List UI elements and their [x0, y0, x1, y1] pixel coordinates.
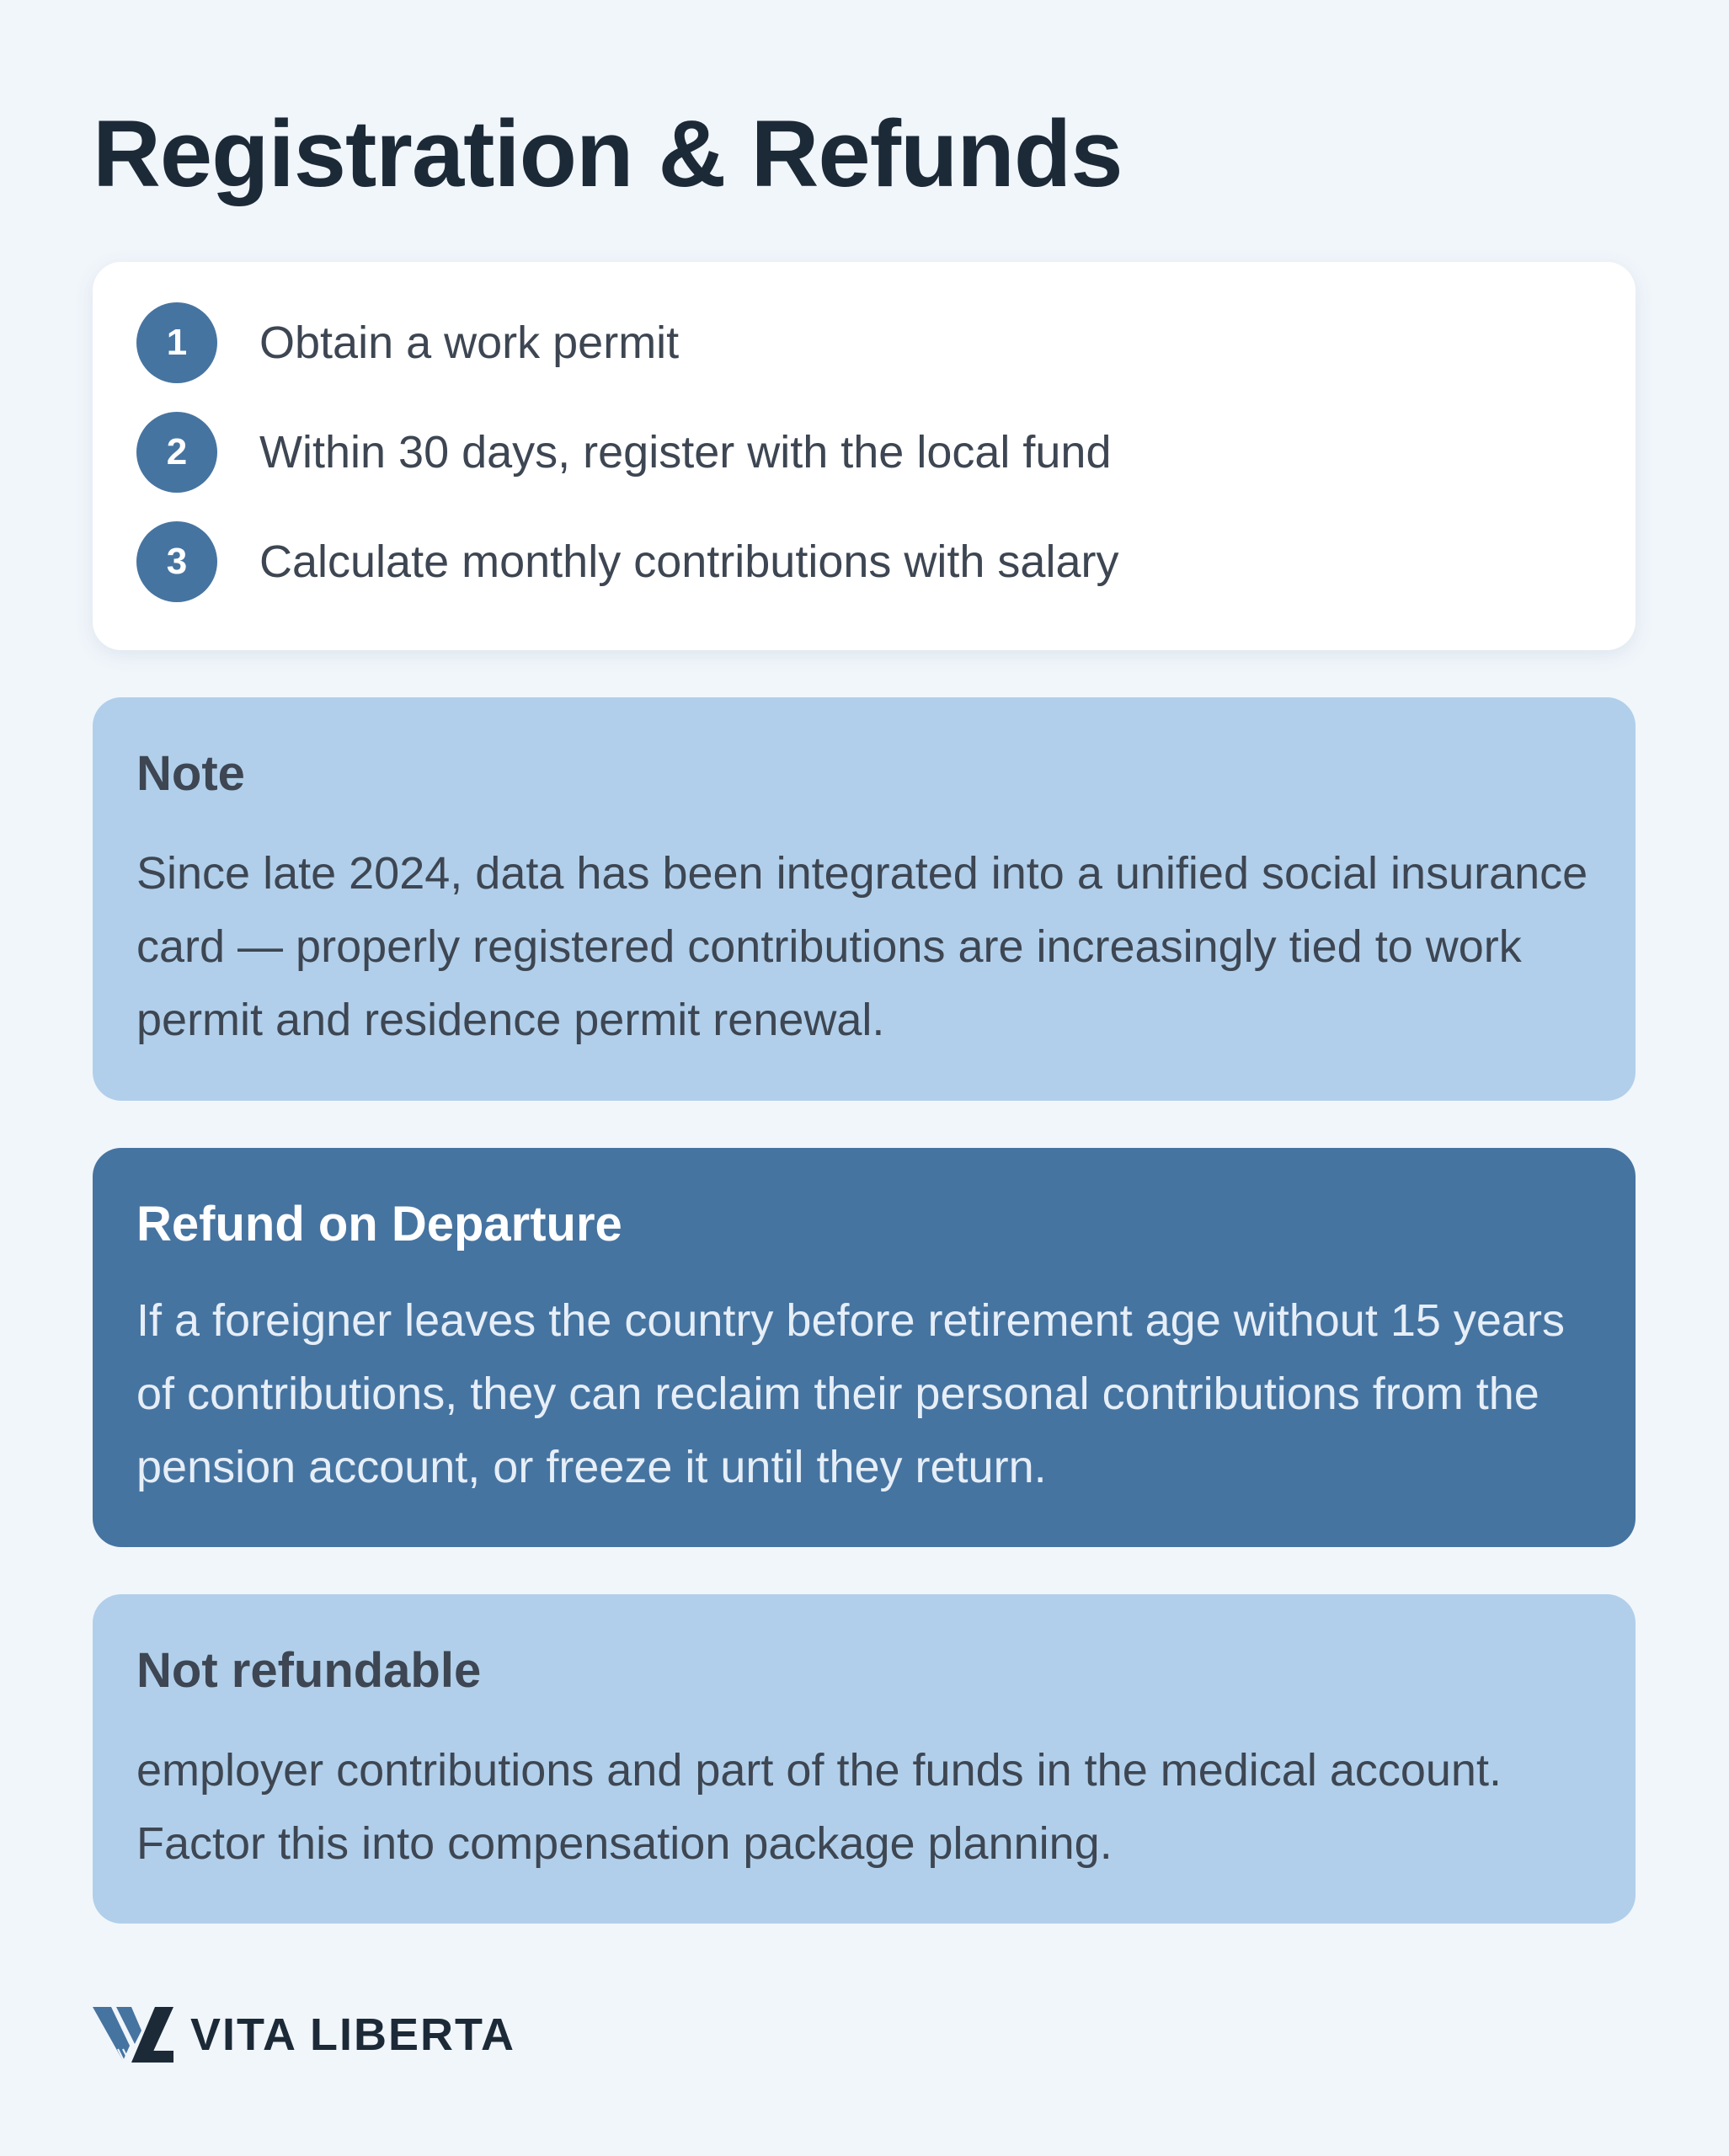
- step-item: [136, 302, 1592, 383]
- note-card: [93, 697, 1636, 1101]
- step-number-badge: 2: [136, 412, 217, 493]
- note-heading: Note: [136, 746, 245, 801]
- refund-heading: Refund on Departure: [136, 1197, 622, 1251]
- step-number-badge: 1: [136, 302, 217, 383]
- not-refundable-card: [93, 1594, 1636, 1924]
- step-item: [136, 412, 1592, 493]
- step-item: [136, 521, 1592, 602]
- not-refundable-heading: Not refundable: [136, 1643, 482, 1698]
- step-text: Within 30 days, register with the local fund: [259, 427, 1112, 478]
- vita-liberta-logo-icon: [93, 2005, 173, 2064]
- page-title: Registration & Refunds: [93, 101, 1123, 206]
- step-number-badge: 3: [136, 521, 217, 602]
- steps-card: [93, 262, 1636, 650]
- brand-name: VITA LIBERTA: [190, 2009, 515, 2060]
- note-body: Since late 2024, data has been integrated into a unified social insurance card — properly registered contributions are increasingly tied to work permit and residence permit renewal.: [136, 848, 1588, 1045]
- step-text: Calculate monthly contributions with salary: [259, 536, 1119, 587]
- brand-footer: [93, 2001, 515, 2068]
- refund-body: If a foreigner leaves the country before retirement age without 15 years of contributions, they can reclaim their personal contributions from the pension account, or freeze it until they return.: [136, 1295, 1565, 1492]
- not-refundable-body: employer contributions and part of the funds in the medical account. Factor this into compensation package planning.: [136, 1745, 1502, 1869]
- refund-card: [93, 1148, 1636, 1547]
- step-text: Obtain a work permit: [259, 318, 680, 368]
